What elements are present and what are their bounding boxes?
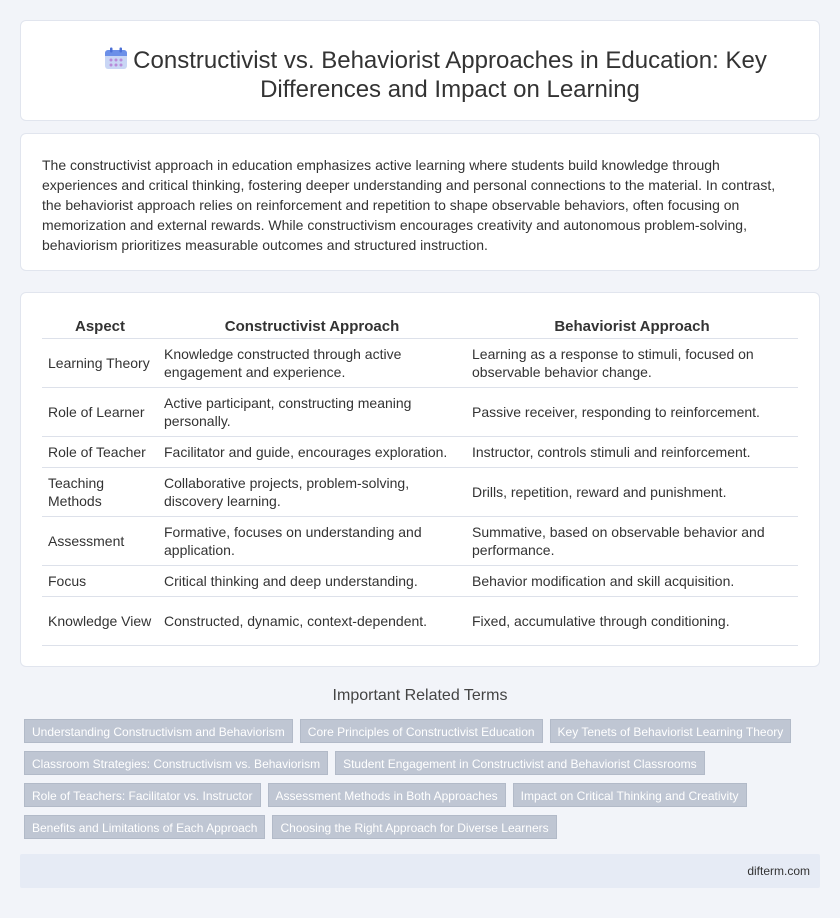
- aspect-cell: Role of Teacher: [42, 436, 158, 467]
- page-title: Constructivist vs. Behaviorist Approaches in Education: Key Differences and Impact on Learning: [133, 47, 767, 103]
- related-term-tag[interactable]: Key Tenets of Behaviorist Learning Theory: [550, 719, 792, 743]
- behaviorist-cell: Summative, based on observable behavior and performance.: [466, 516, 798, 565]
- comparison-table: [42, 315, 798, 646]
- behaviorist-cell: Instructor, controls stimuli and reinforcement.: [466, 436, 798, 467]
- constructivist-cell: Formative, focuses on understanding and application.: [158, 516, 466, 565]
- table-row: [42, 516, 798, 565]
- footer-site-link[interactable]: difterm.com: [747, 864, 810, 878]
- related-term-tag[interactable]: Choosing the Right Approach for Diverse Learners: [272, 815, 556, 839]
- behaviorist-cell: Passive receiver, responding to reinforcement.: [466, 387, 798, 436]
- tag-row: [24, 719, 824, 743]
- tag-row: [24, 783, 824, 807]
- constructivist-cell: Critical thinking and deep understanding.: [158, 565, 466, 596]
- constructivist-cell: Constructed, dynamic, context-dependent.: [158, 596, 466, 645]
- title-card: [20, 20, 820, 121]
- related-terms-list: [24, 719, 824, 847]
- aspect-cell: Teaching Methods: [42, 467, 158, 516]
- table-row: [42, 565, 798, 596]
- aspect-cell: Knowledge View: [42, 596, 158, 645]
- table-row: [42, 338, 798, 387]
- intro-card: [20, 133, 820, 271]
- table-row: [42, 387, 798, 436]
- constructivist-cell: Collaborative projects, problem-solving, discovery learning.: [158, 467, 466, 516]
- constructivist-cell: Active participant, constructing meaning personally.: [158, 387, 466, 436]
- related-term-tag[interactable]: Benefits and Limitations of Each Approach: [24, 815, 265, 839]
- comparison-card: [20, 292, 820, 667]
- related-term-tag[interactable]: Impact on Critical Thinking and Creativity: [513, 783, 747, 807]
- table-row: [42, 436, 798, 467]
- aspect-cell: Assessment: [42, 516, 158, 565]
- constructivist-cell: Facilitator and guide, encourages exploration.: [158, 436, 466, 467]
- related-term-tag[interactable]: Understanding Constructivism and Behaviorism: [24, 719, 293, 743]
- related-terms-title: Important Related Terms: [332, 687, 508, 704]
- behaviorist-cell: Drills, repetition, reward and punishment.: [466, 467, 798, 516]
- related-term-tag[interactable]: Role of Teachers: Facilitator vs. Instructor: [24, 783, 261, 807]
- related-term-tag[interactable]: Core Principles of Constructivist Education: [300, 719, 543, 743]
- constructivist-cell: Knowledge constructed through active engagement and experience.: [158, 338, 466, 387]
- footer: [20, 854, 820, 888]
- behaviorist-cell: Behavior modification and skill acquisition.: [466, 565, 798, 596]
- tag-row: [24, 751, 824, 775]
- table-header-row: [42, 315, 798, 338]
- related-term-tag[interactable]: Assessment Methods in Both Approaches: [268, 783, 506, 807]
- intro-paragraph: The constructivist approach in education emphasizes active learning where students build knowledge through experiences and critical thinking, fostering deeper understanding and personal connections to the material. In contrast, the behaviorist approach relies on reinforcement and repetition to shape observable behaviors, often focusing on memorization and external rewards. While constructivism encourages creativity and autonomous problem-solving, behaviorism prioritizes measurable outcomes and structured instruction.: [42, 157, 776, 253]
- related-term-tag[interactable]: Student Engagement in Constructivist and Behaviorist Classrooms: [335, 751, 705, 775]
- header-constructivist: Constructivist Approach: [158, 315, 466, 338]
- aspect-cell: Focus: [42, 565, 158, 596]
- behaviorist-cell: Learning as a response to stimuli, focused on observable behavior change.: [466, 338, 798, 387]
- header-behaviorist: Behaviorist Approach: [466, 315, 798, 338]
- aspect-cell: Role of Learner: [42, 387, 158, 436]
- tag-row: [24, 815, 824, 839]
- table-row: [42, 596, 798, 645]
- aspect-cell: Learning Theory: [42, 338, 158, 387]
- table-row: [42, 467, 798, 516]
- header-aspect: Aspect: [42, 315, 158, 338]
- related-term-tag[interactable]: Classroom Strategies: Constructivism vs. Behaviorism: [24, 751, 328, 775]
- behaviorist-cell: Fixed, accumulative through conditioning.: [466, 596, 798, 645]
